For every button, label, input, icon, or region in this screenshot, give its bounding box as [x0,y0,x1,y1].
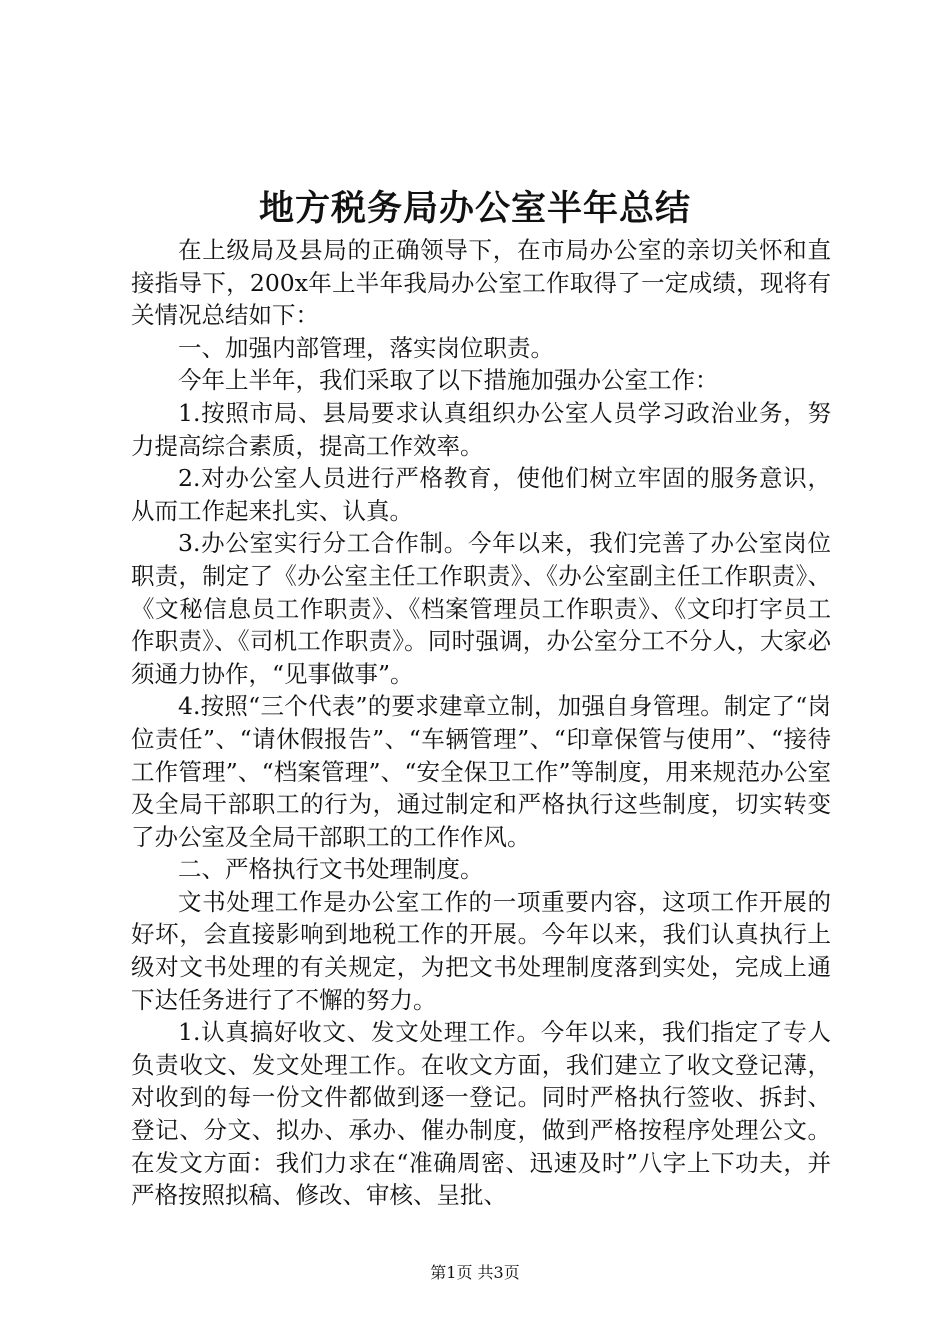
document-title: 地方税务局办公室半年总结 [258,189,691,229]
list-item-1: 1.按照市局、县局要求认真组织办公室人员学习政治业务，努力提高综合素质，提高工作效率。 [131,398,831,460]
list-item-4: 4.按照“三个代表”的要求建章立制，加强自身管理。制定了“岗位责任”、“请休假报告”、“车辆管理”、“印章保管与使用”、“接待工作管理”、“档案管理”、“安全保卫工作”等制度，用来规范办公室及全局干部职工的行为，通过制定和严格执行这些制度，切实转变了办公室及全局干部职工的工作作风。 [131,692,831,851]
paragraph-intro: 在上级局及县局的正确领导下，在市局办公室的亲切关怀和直接指导下，200x年上半年我局办公室工作取得了一定成绩，现将有关情况总结如下： [131,236,831,330]
list-item-3: 3.办公室实行分工合作制。今年以来，我们完善了办公室岗位职责，制定了《办公室主任工作职责》、《办公室副主任工作职责》、《文秘信息员工作职责》、《档案管理员工作职责》、《文印打字员工作职责》、《司机工作职责》。同时强调，办公室分工不分人，大家必须通力协作，“见事做事”。 [131,529,831,688]
paragraph: 文书处理工作是办公室工作的一项重要内容，这项工作开展的好坏，会直接影响到地税工作的开展。今年以来，我们认真执行上级对文书处理的有关规定，为把文书处理制度落到实处，完成上通下达任务进行了不懈的努力。 [131,887,831,1014]
section-heading-2: 二、严格执行文书处理制度。 [178,855,484,884]
section-heading-1: 一、加强内部管理，落实岗位职责。 [178,333,554,362]
list-item-1: 1.认真搞好收文、发文处理工作。今年以来，我们指定了专人负责收文、发文处理工作。在收文方面，我们建立了收文登记薄，对收到的每一份文件都做到逐一登记。同时严格执行签收、拆封、登记、分文、拟办、承办、催办制度，做到严格按程序处理公文。在发文方面：我们力求在“准确周密、迅速及时”八字上下功夫，并严格按照拟稿、修改、审核、呈批、 [131,1018,831,1210]
paragraph: 今年上半年，我们采取了以下措施加强办公室工作： [178,366,719,395]
page-footer: 第1页 共3页 [430,1263,520,1282]
document-body [131,234,831,1212]
list-item-2: 2.对办公室人员进行严格教育，使他们树立牢固的服务意识，从而工作起来扎实、认真。 [131,464,831,525]
